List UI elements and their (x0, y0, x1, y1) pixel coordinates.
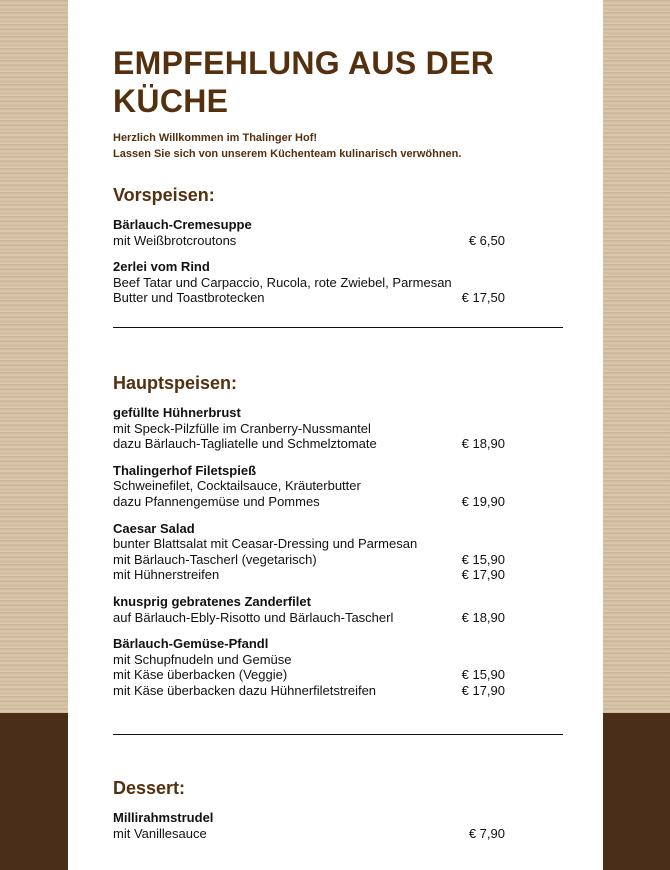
item-price: € 19,90 (461, 493, 505, 509)
item-description: mit Speck-Pilzfülle im Cranberry-Nussmantel (113, 420, 371, 436)
item-price: € 17,90 (461, 682, 505, 698)
item-description: mit Bärlauch-Tascherl (vegetarisch) (113, 551, 317, 567)
item-description: bunter Blattsalat mit Ceasar-Dressing und Parmesan (113, 536, 418, 552)
item-description: mit Käse überbacken (Veggie) (113, 667, 288, 683)
item-price: € 7,90 (468, 826, 505, 842)
item-description: mit Hühnerstreifen (113, 567, 220, 583)
item-line (113, 536, 505, 552)
item-name: Caesar Salad (113, 520, 195, 536)
item-description: Beef Tatar und Carpaccio, Rucola, rote Zwiebel, Parmesan (113, 274, 452, 290)
menu-item (113, 521, 561, 583)
item-price: € 15,90 (461, 667, 505, 683)
item-name: gefüllte Hühnerbrust (113, 404, 241, 420)
item-description: dazu Bärlauch-Tagliatelle und Schmelztomate (113, 436, 377, 452)
menu-item (113, 636, 561, 698)
item-line (113, 436, 505, 452)
item-description: mit Vanillesauce (113, 826, 207, 842)
menu-panel (68, 0, 603, 870)
menu-section (113, 184, 561, 306)
item-line (113, 233, 505, 249)
item-price: € 17,90 (461, 567, 505, 583)
intro-line: Herzlich Willkommen im Thalinger Hof! (113, 132, 318, 144)
item-line (113, 567, 505, 583)
item-price: € 17,50 (461, 290, 505, 306)
item-line (113, 275, 505, 291)
section-divider (113, 734, 563, 735)
item-line (113, 478, 505, 494)
menu-item (113, 259, 561, 306)
section-title: Vorspeisen: (113, 185, 215, 205)
menu-content (113, 44, 561, 842)
item-description: dazu Pfannengemüse und Pommes (113, 493, 320, 509)
section-divider (113, 327, 563, 328)
item-line (113, 683, 505, 699)
section-title: Dessert: (113, 778, 186, 799)
item-price: € 15,90 (461, 551, 505, 567)
item-description: mit Weißbrotcroutons (113, 232, 237, 248)
item-price: € 18,90 (461, 609, 505, 625)
menu-item (113, 594, 561, 625)
item-line (113, 421, 505, 437)
item-line (113, 610, 505, 626)
page-title (113, 44, 561, 120)
intro-line: Lassen Sie sich von unserem Küchenteam kulinarisch verwöhnen. (113, 148, 462, 160)
item-description: auf Bärlauch-Ebly-Risotto und Bärlauch-Tascherl (113, 609, 394, 625)
item-line (113, 652, 505, 668)
item-line (113, 667, 505, 683)
menu-section (113, 372, 561, 699)
item-name: Millirahmstrudel (113, 810, 214, 826)
intro-text (113, 130, 561, 162)
item-name: Thalingerhof Filetspieß (113, 462, 257, 478)
item-line (113, 552, 505, 568)
item-description: Butter und Toastbrotecken (113, 290, 265, 306)
item-line (113, 826, 505, 842)
item-description: mit Schupfnudeln und Gemüse (113, 651, 292, 667)
item-name: knusprig gebratenes Zanderfilet (113, 593, 311, 609)
item-description: mit Käse überbacken dazu Hühnerfiletstreifen (113, 682, 377, 698)
menu-item (113, 405, 561, 452)
item-description: Schweinefilet, Cocktailsauce, Kräuterbutter (113, 478, 361, 494)
menu-item (113, 217, 561, 248)
menu-section (113, 777, 561, 841)
item-name: Bärlauch-Gemüse-Pfandl (113, 636, 269, 652)
item-line (113, 290, 505, 306)
item-line (113, 494, 505, 510)
item-price: € 18,90 (461, 436, 505, 452)
title-line: EMPFEHLUNG AUS DER (113, 45, 495, 81)
section-title: Hauptspeisen: (113, 372, 238, 393)
item-name: 2erlei vom Rind (113, 259, 210, 275)
item-price: € 6,50 (468, 232, 505, 248)
menu-item (113, 463, 561, 510)
menu-item (113, 810, 561, 841)
item-name: Bärlauch-Cremesuppe (113, 217, 252, 232)
title-line: KÜCHE (113, 83, 229, 119)
